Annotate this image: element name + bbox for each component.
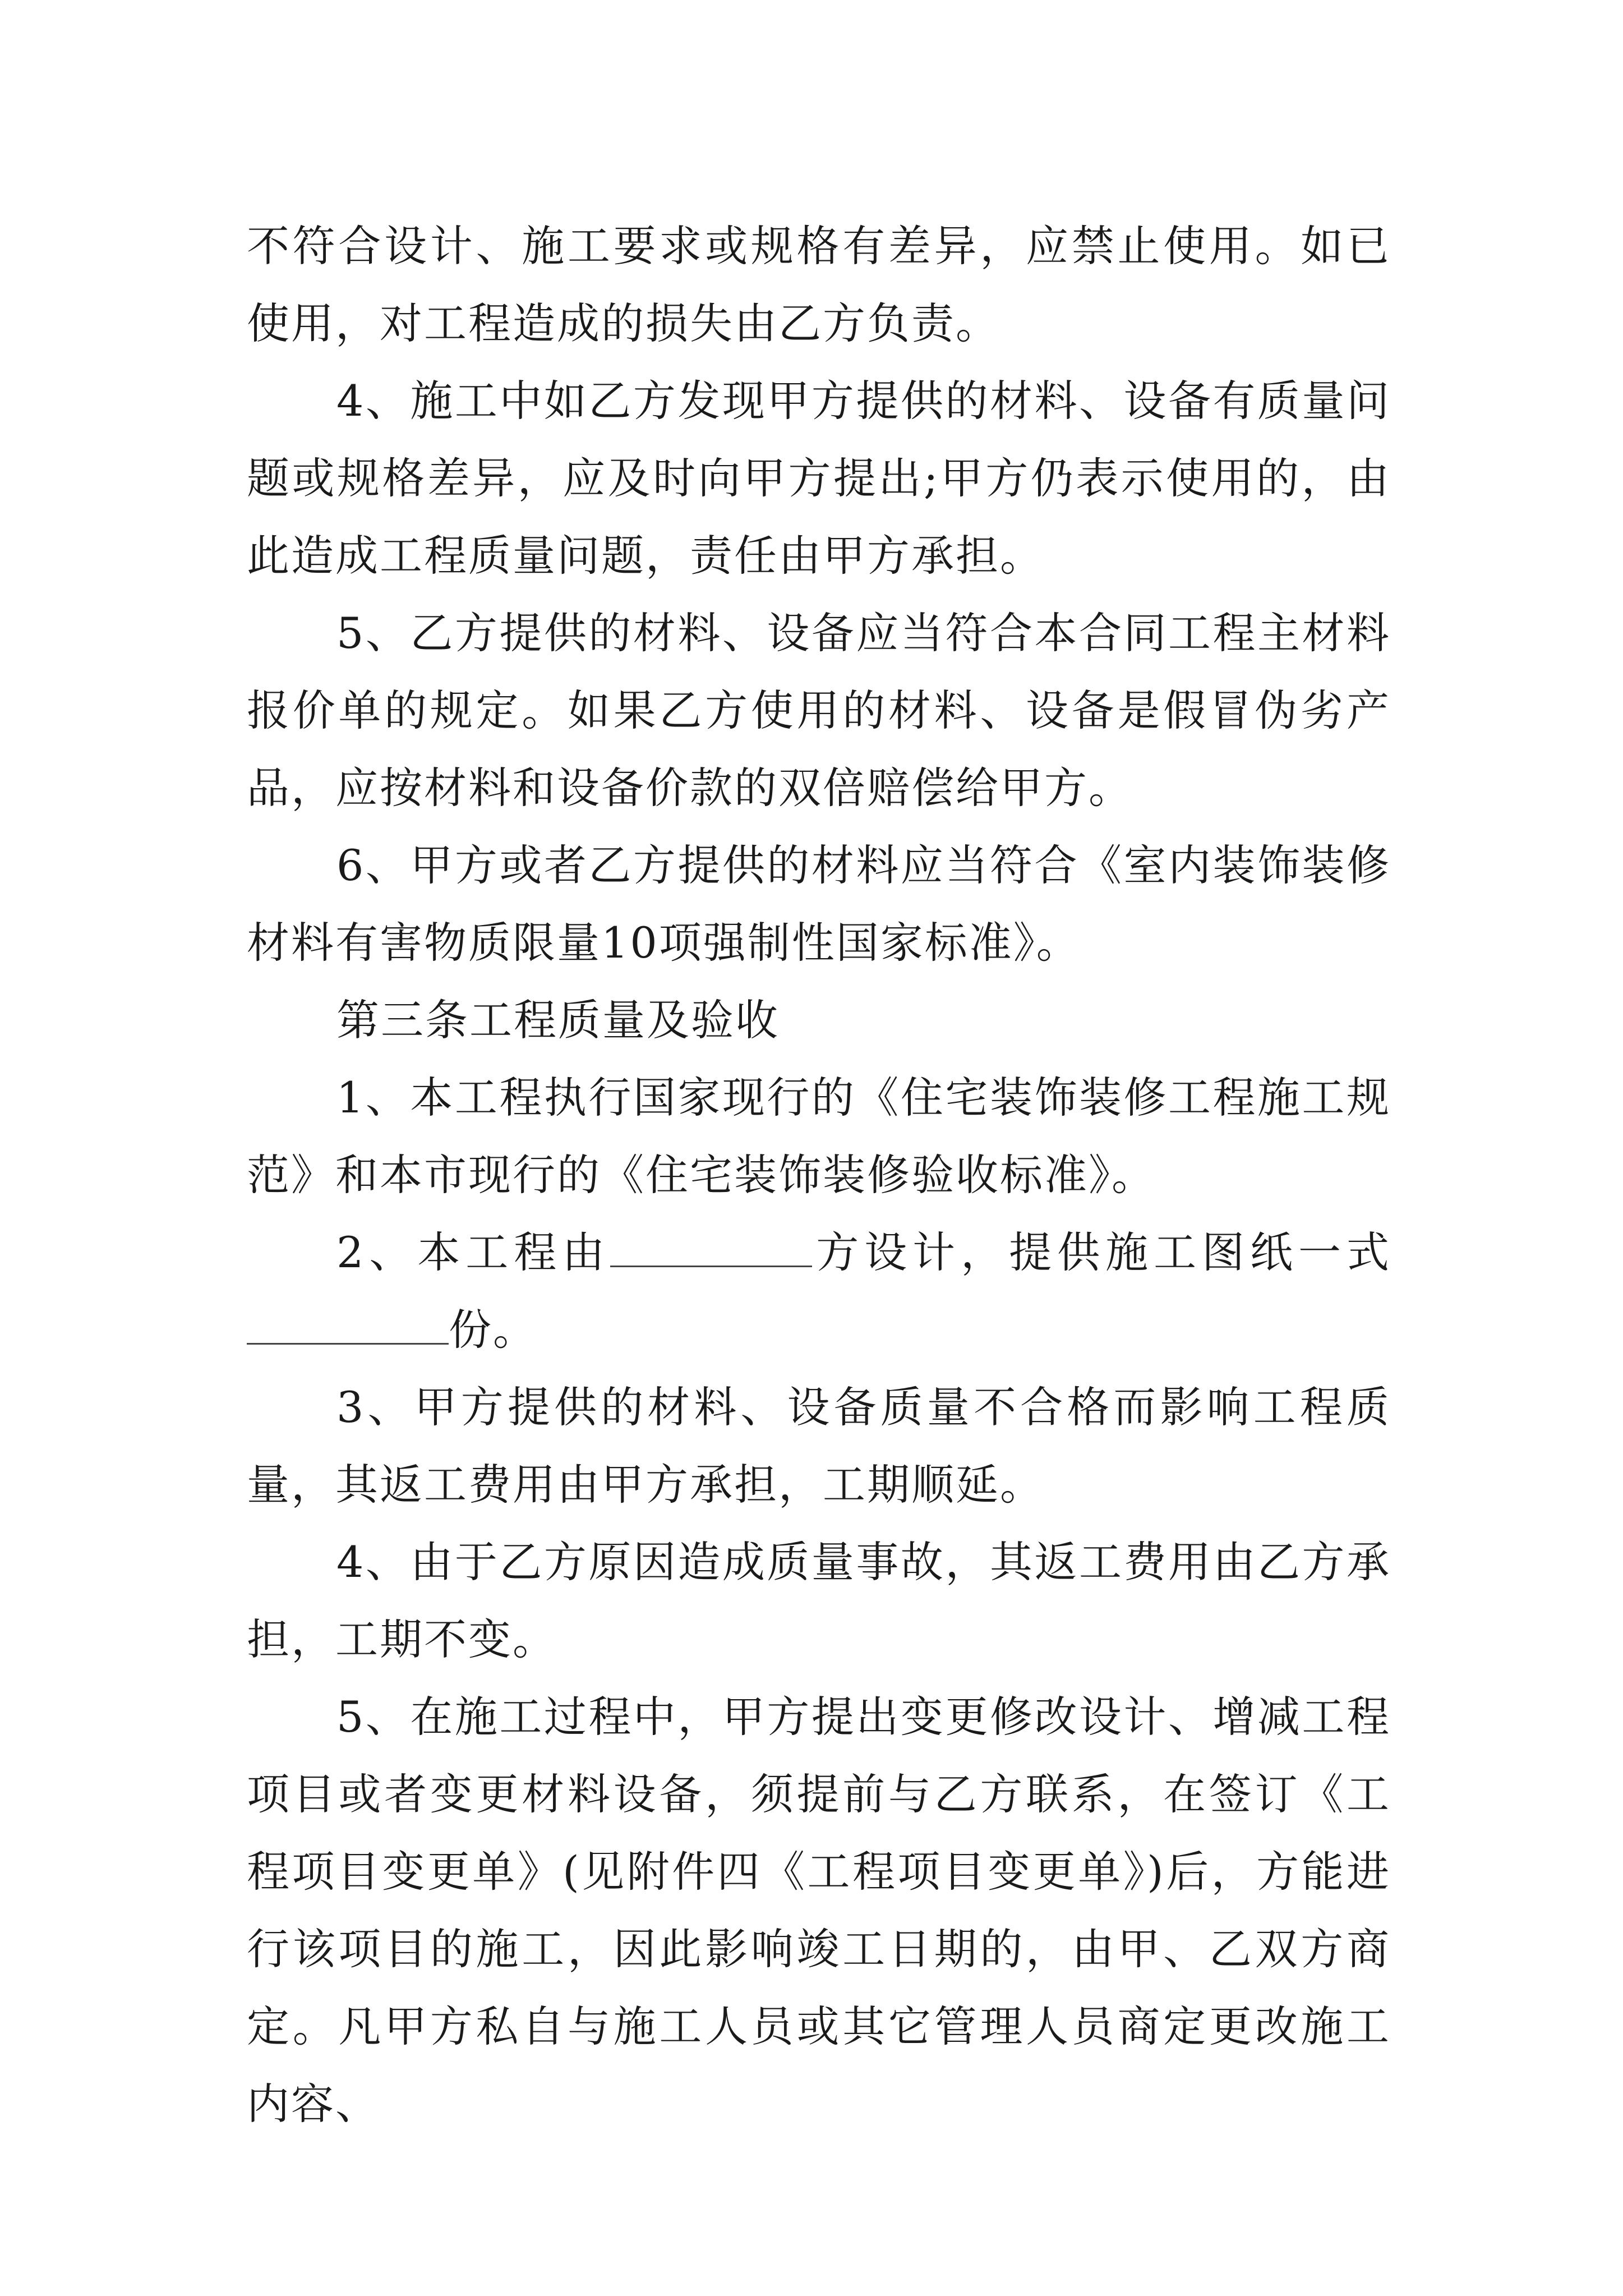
paragraph-clause-5-supplier-materials: 5、乙方提供的材料、设备应当符合本合同工程主材料报价单的规定。如果乙方使用的材料、设备是假冒伪劣产品，应按材料和设备价款的双倍赔偿给甲方。 <box>247 608 1391 813</box>
paragraph-clause-1-standards: 1、本工程执行国家现行的《住宅装饰装修工程施工规范》和本市现行的《住宅装饰装修验收标准》。 <box>247 1073 1391 1200</box>
paragraph-material-noncompliance: 不符合设计、施工要求或规格有差异，应禁止使用。如已使用，对工程造成的损失由乙方负责。 <box>247 221 1391 348</box>
paragraph-clause-2-design <box>247 1214 1391 1369</box>
clause-2-text-start: 2、本工程由 <box>336 1227 611 1277</box>
copies-blank-field[interactable] <box>247 1304 449 1345</box>
paragraph-clause-5-design-change: 5、在施工过程中，甲方提出变更修改设计、增减工程项目或者变更材料设备，须提前与乙方联系，在签订《工程项目变更单》(见附件四《工程项目变更单》)后，方能进行该项目的施工，因此影响竣工日期的，由甲、乙双方商定。凡甲方私自与施工人员或其它管理人员商定更改施工内容、 <box>247 1692 1391 2129</box>
paragraph-clause-4-quality-issue: 4、施工中如乙方发现甲方提供的材料、设备有质量问题或规格差异，应及时向甲方提出;甲方仍表示使用的，由此造成工程质量问题，责任由甲方承担。 <box>247 376 1391 581</box>
paragraph-clause-3-rework-owner: 3、甲方提供的材料、设备质量不合格而影响工程质量，其返工费用由甲方承担，工期顺延。 <box>247 1382 1391 1510</box>
clause-2-text-middle: 方设计，提供施工图纸一式 <box>812 1227 1391 1277</box>
clause-2-text-end: 份。 <box>449 1305 537 1355</box>
designer-blank-field[interactable] <box>610 1226 812 1267</box>
section-heading-article-3: 第三条工程质量及验收 <box>336 995 780 1045</box>
paragraph-clause-4-rework-contractor: 4、由于乙方原因造成质量事故，其返工费用由乙方承担，工期不变。 <box>247 1537 1391 1664</box>
document-body <box>247 208 1391 2143</box>
paragraph-clause-6-national-standard: 6、甲方或者乙方提供的材料应当符合《室内装饰装修材料有害物质限量10项强制性国家标准》。 <box>247 840 1391 968</box>
